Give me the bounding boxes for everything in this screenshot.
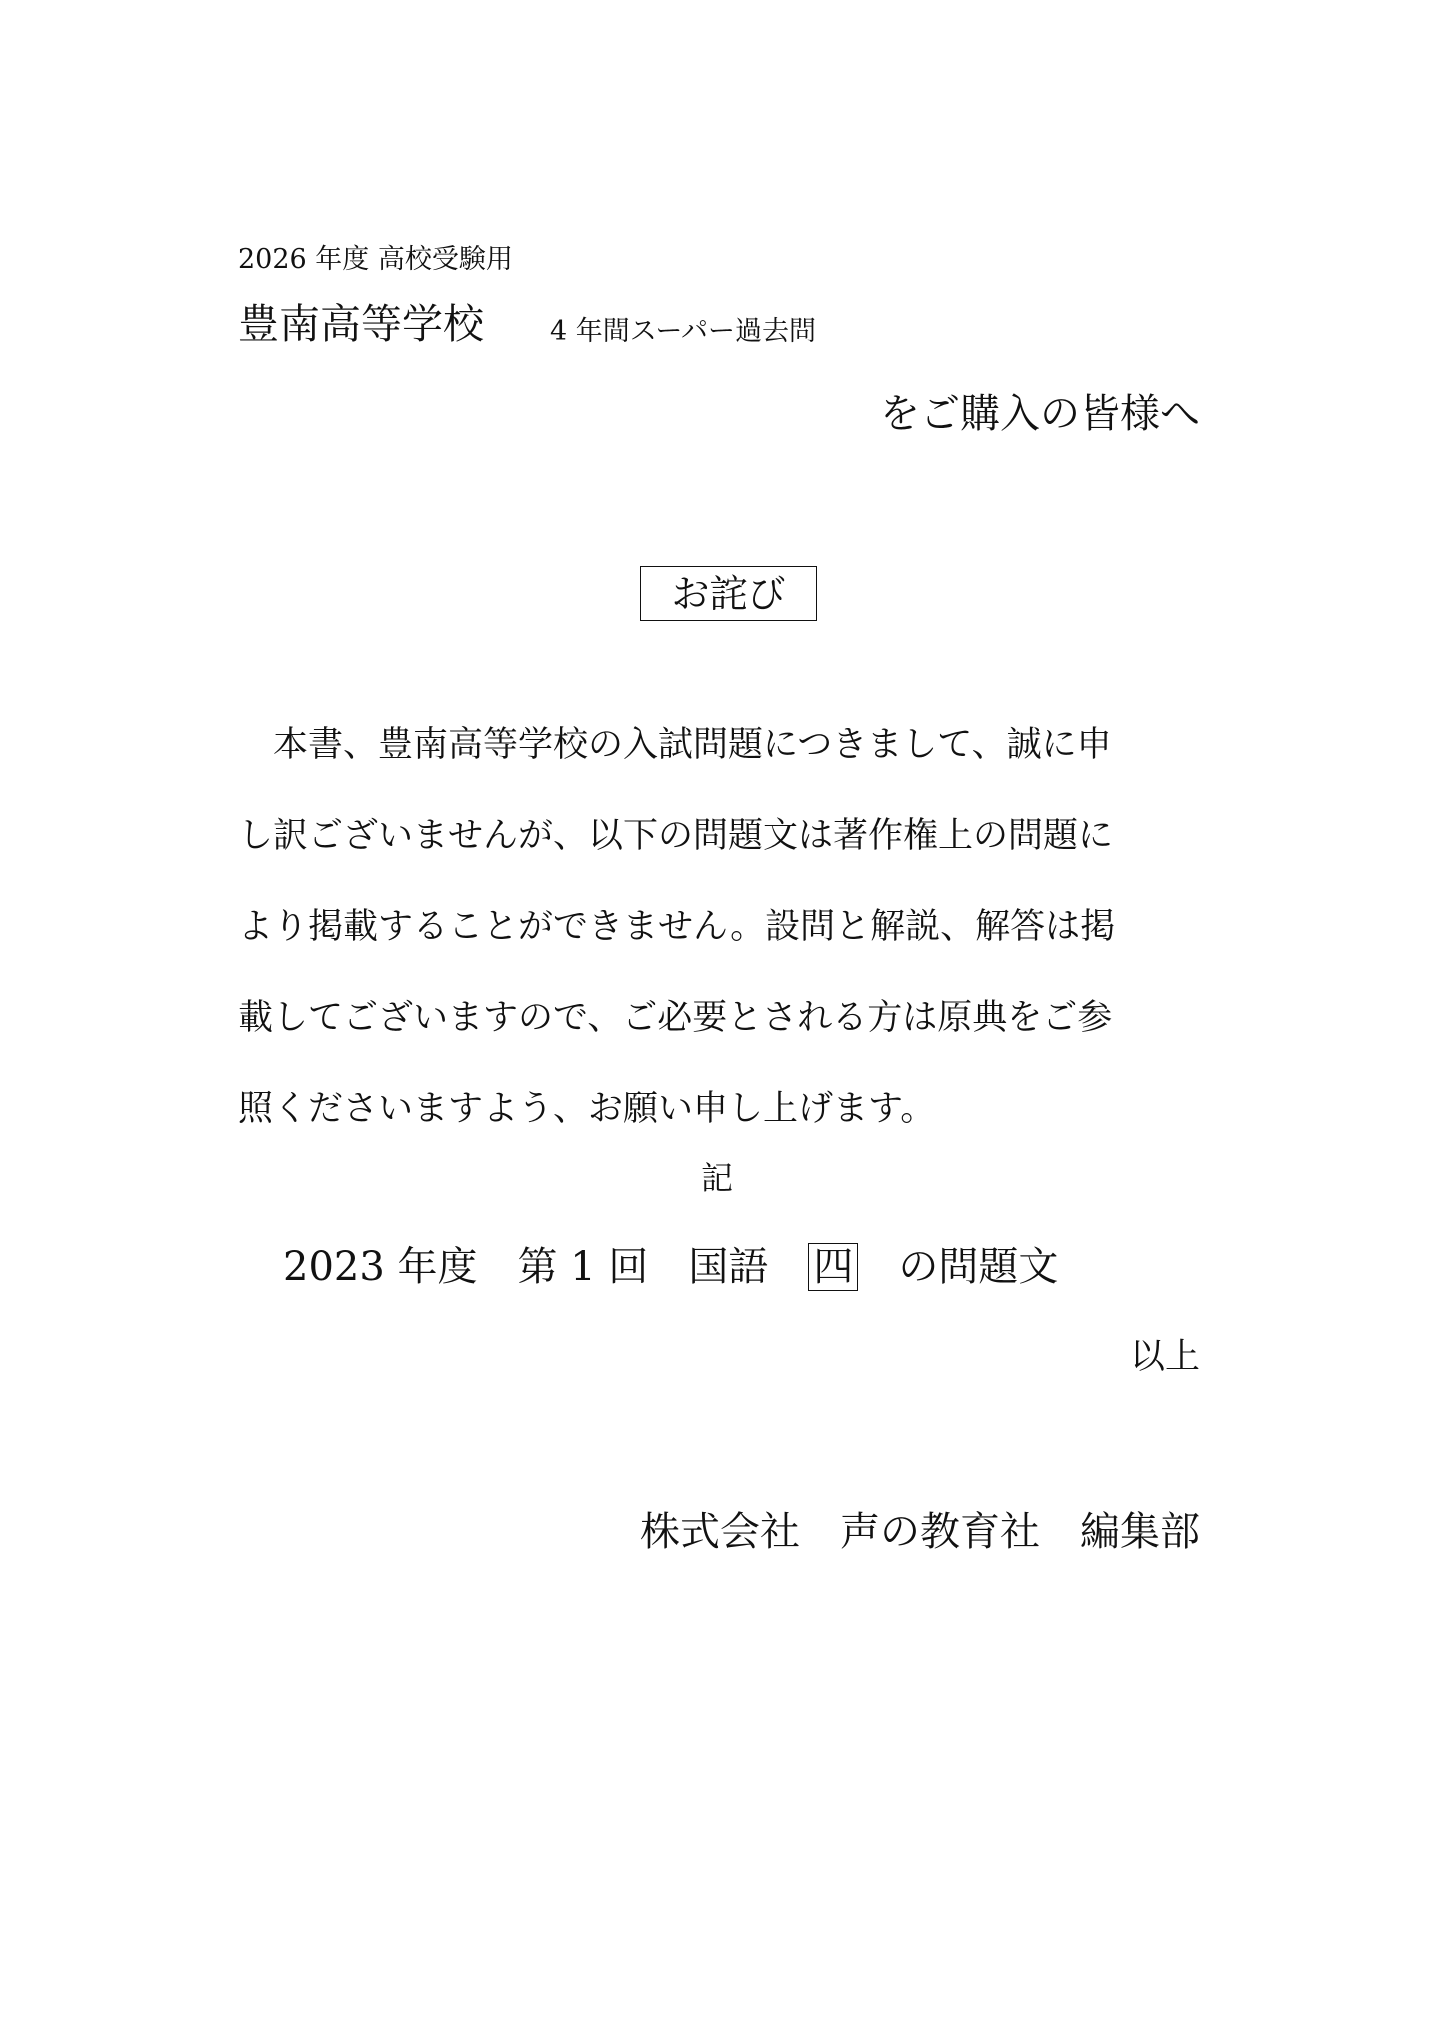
target-round: 第 1 回 [517,1244,649,1290]
target-year: 2023 年度 [283,1244,478,1290]
school-name: 豊南高等学校 [238,300,484,348]
body-line: 載してございますので、ご必要とされる方は原典をご参 [238,998,1113,1038]
publisher-name: 声の教育社 [840,1509,1040,1555]
omitted-item-line [283,1243,1058,1291]
closing-mark: 以上 [1129,1337,1200,1377]
exam-year-line: 2026 年度 高校受験用 [238,244,513,275]
apology-title-box [640,566,817,621]
body-line: 本書、豊南高等学校の入試問題につきまして、誠に申 [238,725,1112,765]
product-name: 4 年間スーパー過去問 [550,316,817,347]
apology-title: お詫び [671,571,786,616]
target-suffix: の問題文 [898,1244,1059,1290]
apology-body [238,700,1200,1155]
body-line: し訳ございませんが、以下の問題文は著作権上の問題に [238,816,1114,856]
publisher-company: 株式会社 [640,1509,800,1555]
body-line: 照くださいますよう、お願い申し上げます。 [238,1089,936,1129]
target-subject: 国語 [688,1244,769,1290]
record-mark: 記 [701,1159,734,1197]
body-line: より掲載することができません。設問と解説、解答は掲 [238,907,1116,947]
publisher-department: 編集部 [1080,1509,1200,1555]
publisher-line [640,1509,1200,1555]
greeting: をご購入の皆様へ [880,391,1200,437]
target-section-box: 四 [808,1243,858,1291]
